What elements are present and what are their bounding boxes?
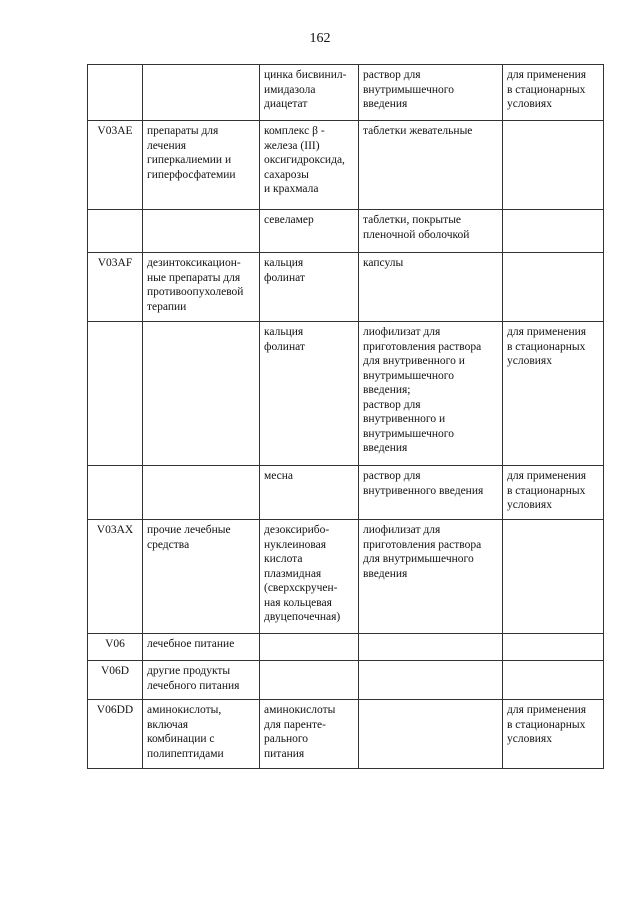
- note-cell: для применения в стационарных условиях: [503, 466, 604, 520]
- note-cell: [503, 634, 604, 661]
- dosage-form-cell: [359, 700, 503, 769]
- table-row: [88, 65, 604, 121]
- atc-code-cell: [88, 210, 143, 253]
- table-row: [88, 634, 604, 661]
- dosage-form-cell: лиофилизат для приготовления раствора для внутривенного и внутримышечного введения; раствор для внутривенного и внутримышечного введения: [359, 322, 503, 466]
- substance-cell: дезоксирибо- нуклеиновая кислота плазмидная (сверхскручен- ная кольцевая двуцепочечная): [260, 520, 359, 634]
- atc-code-cell: V03AF: [88, 253, 143, 322]
- dosage-form-cell: раствор для внутривенного введения: [359, 466, 503, 520]
- dosage-form-cell: раствор для внутримышечного введения: [359, 65, 503, 121]
- table-row: [88, 466, 604, 520]
- table-row: [88, 210, 604, 253]
- note-cell: [503, 253, 604, 322]
- drug-table: [87, 64, 604, 769]
- dosage-form-cell: [359, 634, 503, 661]
- substance-cell: аминокислоты для паренте- рального питания: [260, 700, 359, 769]
- group-cell: [143, 466, 260, 520]
- atc-code-cell: [88, 65, 143, 121]
- table-row: [88, 700, 604, 769]
- table-row: [88, 322, 604, 466]
- atc-code-cell: V06: [88, 634, 143, 661]
- group-cell: прочие лечебные средства: [143, 520, 260, 634]
- substance-cell: [260, 634, 359, 661]
- substance-cell: цинка бисвинил- имидазола диацетат: [260, 65, 359, 121]
- dosage-form-cell: лиофилизат для приготовления раствора для внутримышечного введения: [359, 520, 503, 634]
- note-cell: для применения в стационарных условиях: [503, 322, 604, 466]
- atc-code-cell: [88, 322, 143, 466]
- note-cell: для применения в стационарных условиях: [503, 65, 604, 121]
- atc-code-cell: V03AX: [88, 520, 143, 634]
- dosage-form-cell: [359, 661, 503, 700]
- dosage-form-cell: таблетки жевательные: [359, 121, 503, 210]
- substance-cell: [260, 661, 359, 700]
- group-cell: препараты для лечения гиперкалиемии и гиперфосфатемии: [143, 121, 260, 210]
- atc-code-cell: V06DD: [88, 700, 143, 769]
- group-cell: другие продукты лечебного питания: [143, 661, 260, 700]
- group-cell: [143, 210, 260, 253]
- table-row: [88, 253, 604, 322]
- table-row: [88, 661, 604, 700]
- page-number: 162: [309, 31, 331, 46]
- atc-code-cell: V06D: [88, 661, 143, 700]
- substance-cell: месна: [260, 466, 359, 520]
- note-cell: для применения в стационарных условиях: [503, 700, 604, 769]
- table-row: [88, 520, 604, 634]
- dosage-form-cell: капсулы: [359, 253, 503, 322]
- group-cell: аминокислоты, включая комбинации с полипептидами: [143, 700, 260, 769]
- substance-cell: комплекс β - железа (III) оксигидроксида, сахарозы и крахмала: [260, 121, 359, 210]
- substance-cell: кальция фолинат: [260, 253, 359, 322]
- group-cell: лечебное питание: [143, 634, 260, 661]
- note-cell: [503, 520, 604, 634]
- group-cell: дезинтоксикацион- ные препараты для противоопухолевой терапии: [143, 253, 260, 322]
- table-row: [88, 121, 604, 210]
- group-cell: [143, 322, 260, 466]
- atc-code-cell: V03AE: [88, 121, 143, 210]
- substance-cell: севеламер: [260, 210, 359, 253]
- atc-code-cell: [88, 466, 143, 520]
- group-cell: [143, 65, 260, 121]
- dosage-form-cell: таблетки, покрытые пленочной оболочкой: [359, 210, 503, 253]
- note-cell: [503, 661, 604, 700]
- substance-cell: кальция фолинат: [260, 322, 359, 466]
- note-cell: [503, 121, 604, 210]
- note-cell: [503, 210, 604, 253]
